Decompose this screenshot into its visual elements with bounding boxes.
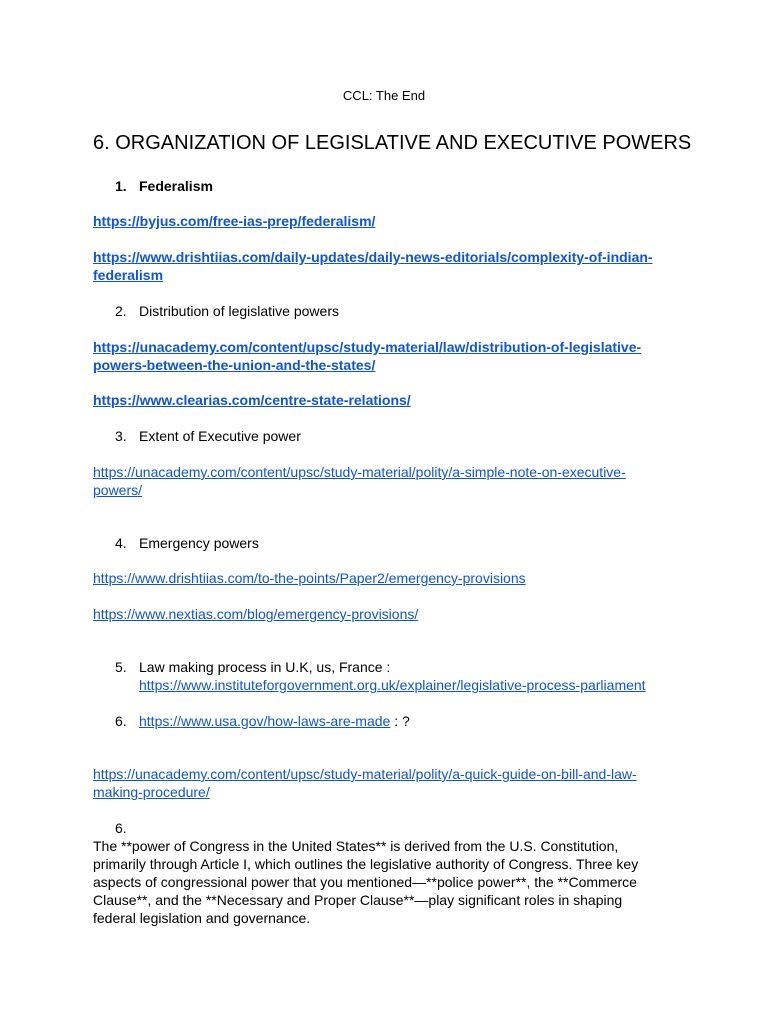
- link-clearias[interactable]: https://www.clearias.com/centre-state-relations/: [93, 392, 411, 408]
- usa-gov-suffix: : ?: [390, 713, 410, 729]
- list-number-1: 1.: [115, 178, 127, 194]
- link-nextias-emergency[interactable]: https://www.nextias.com/blog/emergency-provisions/: [93, 606, 419, 622]
- page-header: CCL: The End: [342, 88, 426, 103]
- link-drishtiias-emergency[interactable]: https://www.drishtiias.com/to-the-points/Paper2/emergency-provisions: [93, 570, 526, 586]
- list-number-3: 3.: [115, 428, 127, 444]
- list-number-4: 4.: [115, 535, 127, 551]
- link-unacademy-bill[interactable]: https://unacademy.com/content/upsc/study-material/polity/a-quick-guide-on-bill-and-law-making-procedure/: [93, 766, 637, 800]
- link-instituteforgovernment[interactable]: https://www.instituteforgovernment.org.uk/explainer/legislative-process-parliament: [139, 677, 646, 693]
- list-number-5: 5.: [115, 659, 127, 675]
- page-title: 6. ORGANIZATION OF LEGISLATIVE AND EXECUTIVE POWERS: [93, 132, 692, 154]
- list-item-law-making: [139, 658, 739, 694]
- link-byjus-federalism[interactable]: https://byjus.com/free-ias-prep/federalism/: [93, 213, 376, 229]
- link-drishtiias-federalism[interactable]: https://www.drishtiias.com/daily-updates/daily-news-editorials/complexity-of-indian-federalism: [93, 249, 653, 283]
- link-unacademy-distribution[interactable]: https://unacademy.com/content/upsc/study-material/law/distribution-of-legislative-powers-between-the-union-and-the-states/: [93, 339, 642, 373]
- list-number-2: 2.: [115, 303, 127, 319]
- list-item-distribution: Distribution of legislative powers: [139, 303, 339, 319]
- list-item-executive: Extent of Executive power: [139, 428, 301, 444]
- link-usa-gov[interactable]: https://www.usa.gov/how-laws-are-made: [139, 713, 391, 729]
- list-item-emergency: Emergency powers: [139, 535, 259, 551]
- list-number-6b: 6.: [115, 820, 127, 836]
- law-making-label: Law making process in U.K, us, France :: [139, 659, 391, 675]
- link-unacademy-executive[interactable]: https://unacademy.com/content/upsc/study-material/polity/a-simple-note-on-executive-powers/: [93, 464, 626, 498]
- list-number-6: 6.: [115, 713, 127, 729]
- list-item-federalism: Federalism: [139, 178, 213, 194]
- congress-paragraph: The **power of Congress in the United States** is derived from the U.S. Constitution, primarily through Article I, which outlines the legislative authority of Congress. Three key aspects of congressional power that you mentioned—**police power**, the **Commerce Clause**, and the **Necessary and Proper Clause**—play significant roles in shaping federal legislation and governance.: [93, 838, 639, 926]
- list-item-usa-gov: [139, 712, 699, 730]
